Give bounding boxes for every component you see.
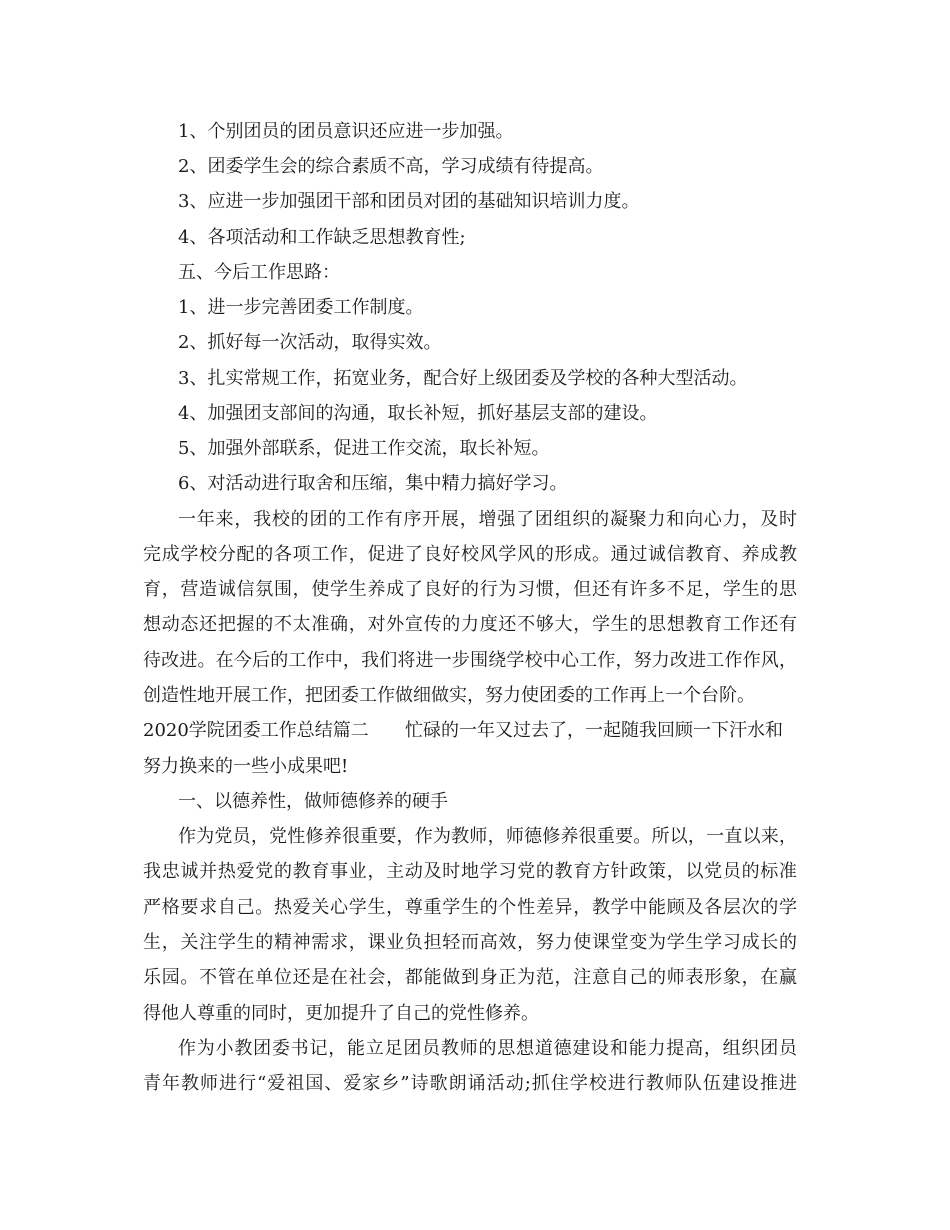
plan-item-1: 1、进一步完善团委工作制度。 xyxy=(178,297,424,318)
paragraph-line: 严格要求自己。热爱关心学生，尊重学生的个性差异，教学中能顾及各层次的学 xyxy=(143,897,797,918)
summary-line: 完成学校分配的各项工作，促进了良好校风学风的形成。通过诚信教育、养成教 xyxy=(143,544,797,565)
paragraph-line: 得他人尊重的同时，更加提升了自己的党性修养。 xyxy=(143,1003,539,1024)
problem-item-4: 4、各项活动和工作缺乏思想教育性; xyxy=(178,227,466,248)
summary-line: 育，营造诚信氛围，使学生养成了良好的行为习惯，但还有许多不足，学生的思 xyxy=(143,579,797,600)
section-heading-future-plans: 五、今后工作思路： xyxy=(178,262,340,283)
paragraph-line: 青年教师进行“爱祖国、爱家乡”诗歌朗诵活动;抓住学校进行教师队伍建设推进 xyxy=(143,1073,797,1094)
summary-line: 待改进。在今后的工作中，我们将进一步围绕学校中心工作，努力改进工作作风， xyxy=(143,650,797,671)
article-intro: 忙碌的一年又过去了，一起随我回顾一下汗水和 xyxy=(405,720,783,741)
plan-item-2: 2、抓好每一次活动，取得实效。 xyxy=(178,332,442,353)
problem-item-1: 1、个别团员的团员意识还应进一步加强。 xyxy=(178,121,514,142)
paragraph-line: 作为小教团委书记，能立足团员教师的思想道德建设和能力提高，组织团员 xyxy=(178,1038,797,1059)
plan-item-4: 4、加强团支部间的沟通，取长补短，抓好基层支部的建设。 xyxy=(178,403,658,424)
paragraph-line: 乐园。不管在单位还是在社会，都能做到身正为范，注意自己的师表形象，在赢 xyxy=(143,967,797,988)
plan-item-6: 6、对活动进行取舍和压缩，集中精力搞好学习。 xyxy=(178,473,568,494)
plan-item-5: 5、加强外部联系，促进工作交流，取长补短。 xyxy=(178,438,550,459)
plan-item-3: 3、扎实常规工作，拓宽业务，配合好上级团委及学校的各种大型活动。 xyxy=(178,368,748,389)
summary-line: 一年来，我校的团的工作有序开展，增强了团组织的凝聚力和向心力，及时 xyxy=(178,509,797,530)
summary-line: 想动态还把握的不太准确，对外宣传的力度还不够大，学生的思想教育工作还有 xyxy=(143,614,797,635)
paragraph-line: 生，关注学生的精神需求，课业负担轻而高效，努力使课堂变为学生学习成长的 xyxy=(143,932,797,953)
problem-item-3: 3、应进一步加强团干部和团员对团的基础知识培训力度。 xyxy=(178,191,640,212)
problem-item-2: 2、团委学生会的综合素质不高，学习成绩有待提高。 xyxy=(178,156,604,177)
section-heading-ethics: 一、以德养性，做师德修养的硬手 xyxy=(178,791,448,812)
summary-line: 创造性地开展工作，把团委工作做细做实，努力使团委的工作再上一个台阶。 xyxy=(143,685,755,706)
paragraph-line: 我忠诚并热爱党的教育事业，主动及时地学习党的教育方针政策，以党员的标准 xyxy=(143,861,797,882)
article-intro-continued: 努力换来的一些小成果吧! xyxy=(143,756,349,777)
paragraph-line: 作为党员，党性修养很重要，作为教师，师德修养很重要。所以，一直以来， xyxy=(178,826,797,847)
article-title: 2020学院团委工作总结篇二 xyxy=(143,720,369,741)
